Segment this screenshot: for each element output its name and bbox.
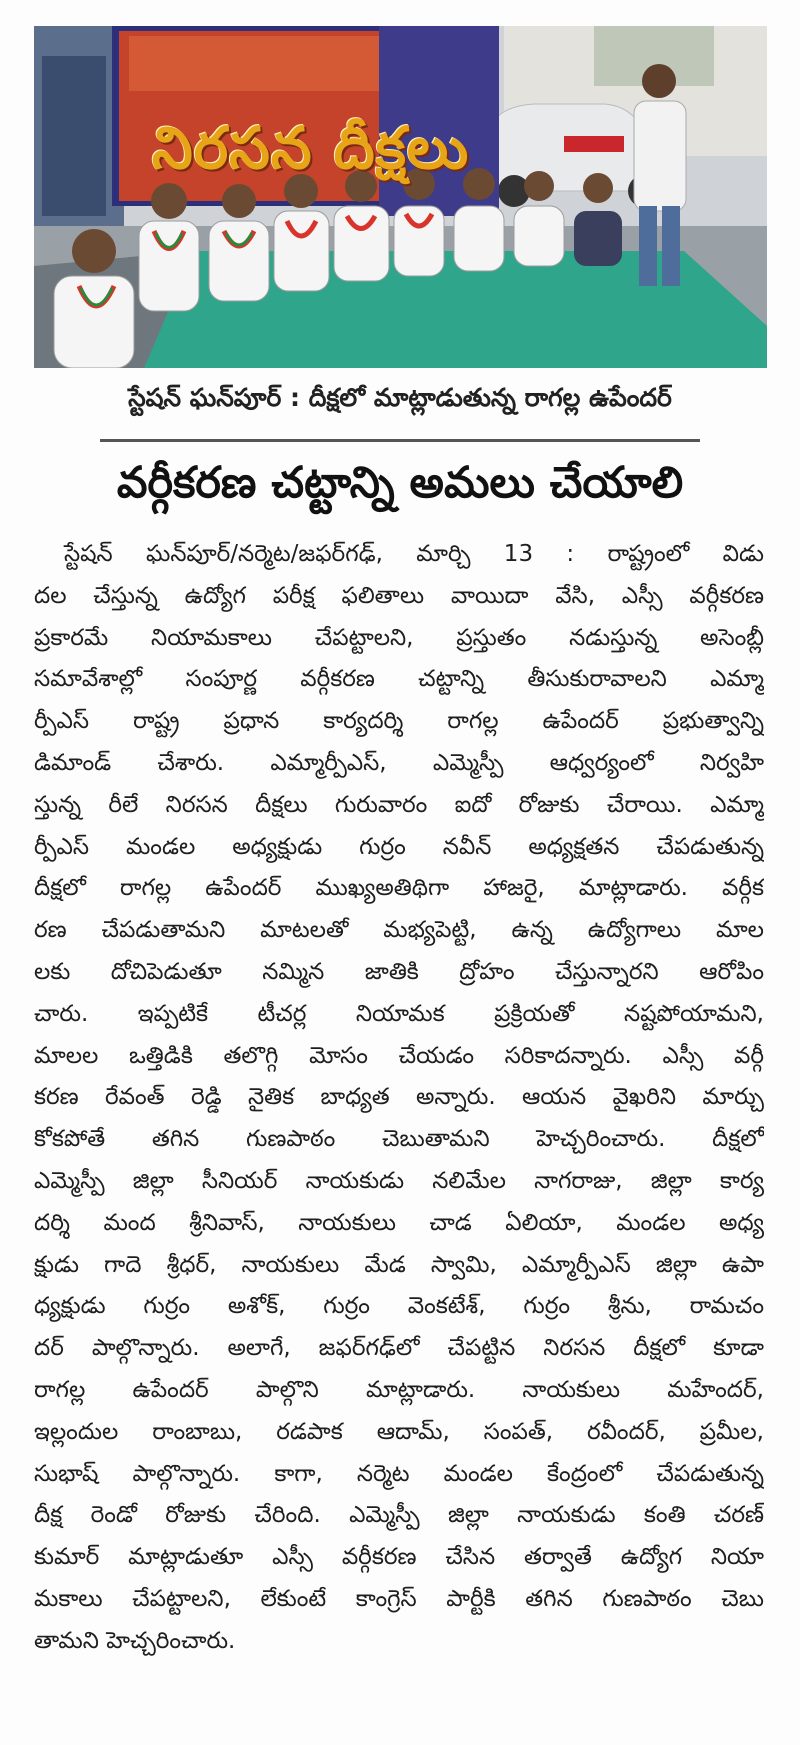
article-line: స్టేషన్ ఘన్‌పూర్/నర్మెట/జఫర్‌గఢ్, మార్చి 13 : రాష్ట్రంలో విడు	[64, 541, 764, 567]
photo-illustration	[34, 26, 767, 368]
news-photo	[34, 26, 767, 368]
article-body	[34, 534, 764, 1663]
article-line: ర్పీఎస్ మండల అధ్యక్షుడు గుర్రం నవీన్ అధ్యక్షతన చేపడుతున్న	[34, 833, 764, 860]
caption-divider	[100, 439, 700, 442]
article-line: దీక్షలో రాగల్ల ఉపేందర్ ముఖ్యఅతిథిగా హాజరై, మాట్లాడారు. వర్గీక	[34, 875, 764, 902]
article-line: మాలల ఒత్తిడికి తలొగ్గి మోసం చేయడం సరికాదన్నారు. ఎస్సీ వర్గీ	[34, 1042, 764, 1069]
article-line: దల చేస్తున్న ఉద్యోగ పరీక్ష ఫలితాలు వాయిదా వేసి, ఎస్సీ వర్గీకరణ	[34, 582, 764, 609]
article-line: మకాలు చేపట్టాలని, లేకుంటే కాంగ్రెస్ పార్టీకి తగిన గుణపాఠం చెబు	[34, 1585, 764, 1612]
article-headline: వర్గీకరణ చట్టాన్ని అమలు చేయాలి	[116, 458, 684, 508]
article-line: లకు దోచిపెడుతూ నమ్మిన జాతికి ద్రోహం చేస్తున్నారని ఆరోపిం	[34, 958, 764, 985]
article-line: రణ చేపడుతామని మాటలతో మభ్యపెట్టి, ఉన్న ఉద్యోగాలు మాల	[34, 917, 764, 944]
photo-caption: స్టేషన్ ఘన్‌పూర్ : దీక్షలో మాట్లాడుతున్న రాగల్ల ఉపేందర్	[128, 383, 672, 412]
article-line: రాగల్ల ఉపేందర్ పాల్గొని మాట్లాడారు. నాయకులు మహేందర్,	[34, 1376, 764, 1403]
article-line: దీక్ష రెండో రోజుకు చేరింది. ఎమ్మెస్పీ జిల్లా నాయకుడు కంతి చరణ్	[34, 1502, 764, 1529]
banner-title: నిరసన దీక్షలు	[152, 114, 470, 182]
article-line: చారు. ఇప్పటికే టీచర్ల నియామక ప్రక్రియతో నష్టపోయామని,	[34, 1000, 764, 1027]
article-line: డిమాండ్ చేశారు. ఎమ్మార్పీఎస్, ఎమ్మెస్పీ ఆధ్వర్యంలో నిర్వహి	[34, 749, 764, 776]
article-line: క్షుడు గాదె శ్రీధర్, నాయకులు మేడ స్వామి, ఎమ్మార్పీఎస్ జిల్లా ఉపా	[34, 1251, 764, 1278]
article-line: దర్శి మంద శ్రీనివాస్, నాయకులు చాడ ఏలియా, మండల అధ్య	[34, 1209, 764, 1236]
article-line: దర్ పాల్గొన్నారు. అలాగే, జఫర్‌గఢ్‌లో చేపట్టిన నిరసన దీక్షలో కూడా	[34, 1335, 764, 1362]
article-line: ప్రకారమే నియామకాలు చేపట్టాలని, ప్రస్తుతం నడుస్తున్న అసెంబ్లీ	[34, 624, 764, 651]
article-line: సుభాష్ పాల్గొన్నారు. కాగా, నర్మెట మండల కేంద్రంలో చేపడుతున్న	[34, 1460, 764, 1487]
article-line: కుమార్ మాట్లాడుతూ ఎస్సీ వర్గీకరణ చేసిన తర్వాతే ఉద్యోగ నియా	[34, 1544, 764, 1571]
article-line: స్తున్న రీలే నిరసన దీక్షలు గురువారం ఐదో రోజుకు చేరాయి. ఎమ్మా	[34, 791, 764, 818]
article-line: తామని హెచ్చరించారు.	[34, 1627, 236, 1654]
article-line: సమావేశాల్లో సంపూర్ణ వర్గీకరణ చట్టాన్ని తీసుకురావాలని ఎమ్మా	[34, 666, 764, 693]
article-line: కోకపోతే తగిన గుణపాఠం చెబుతామని హెచ్చరించారు. దీక్షలో	[34, 1126, 764, 1153]
article-line: ఎమ్మెస్పీ జిల్లా సీనియర్ నాయకుడు నలిమేల నాగరాజు, జిల్లా కార్య	[34, 1167, 764, 1194]
article-line: ర్పీఎస్ రాష్ట్ర ప్రధాన కార్యదర్శి రాగల్ల ఉపేందర్ ప్రభుత్వాన్ని	[34, 708, 764, 735]
article-line: ఇల్లందుల రాంబాబు, రడపాక ఆదామ్, సంపత్, రవీందర్, ప్రమీల,	[34, 1418, 764, 1445]
article-line: కరణ రేవంత్ రెడ్డి నైతిక బాధ్యత అన్నారు. ఆయన వైఖరిని మార్చు	[34, 1084, 764, 1111]
article-line: ధ్యక్షుడు గుర్రం అశోక్, గుర్రం వెంకటేశ్, గుర్రం శ్రీను, రామచం	[34, 1293, 764, 1320]
